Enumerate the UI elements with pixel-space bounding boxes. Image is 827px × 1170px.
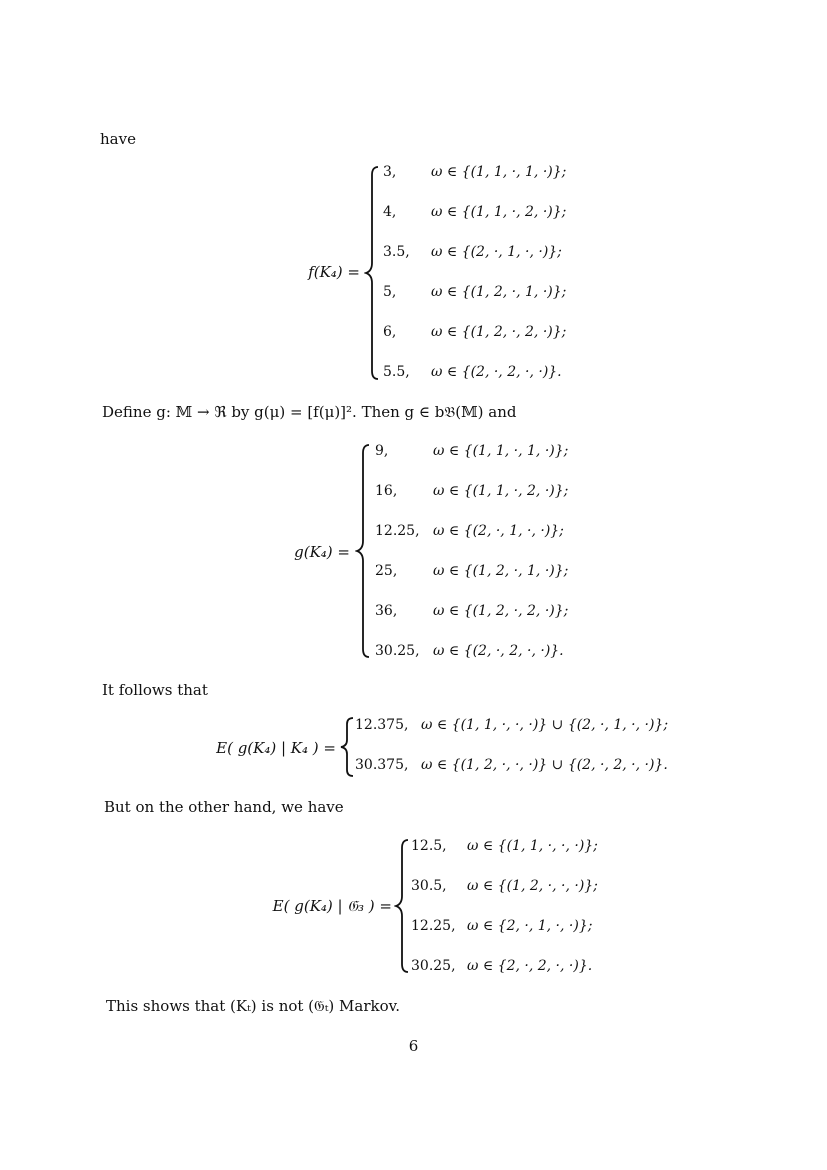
e2-case-row: 12.25, ω ∈ {2, ·, 1, ·, ·)}; xyxy=(411,918,593,934)
e2-lhs: E( g(K₄) | 𝔊₃ ) = xyxy=(272,897,392,915)
g-case-row: 30.25, ω ∈ {(2, ·, 2, ·, ·)}. xyxy=(375,643,564,659)
e2-case-row: 30.5, ω ∈ {(1, 2, ·, ·, ·)}; xyxy=(411,878,598,894)
left-brace-icon xyxy=(339,716,355,778)
g-case-row: 36, ω ∈ {(1, 2, ·, 2, ·)}; xyxy=(375,603,569,619)
page-number: 6 xyxy=(408,1037,419,1055)
g-case-row: 16, ω ∈ {(1, 1, ·, 2, ·)}; xyxy=(375,483,569,499)
left-brace-icon xyxy=(355,443,371,659)
g-case-row: 9, ω ∈ {(1, 1, ·, 1, ·)}; xyxy=(375,443,569,459)
other-hand-text: But on the other hand, we have xyxy=(104,798,344,816)
f-lhs: f(K₄) = xyxy=(308,263,360,281)
e1-lhs: E( g(K₄) | K₄ ) = xyxy=(216,739,336,757)
intro-text: have xyxy=(100,130,136,148)
f-case-row: 6, ω ∈ {(1, 2, ·, 2, ·)}; xyxy=(383,324,567,340)
e2-case-row: 12.5, ω ∈ {(1, 1, ·, ·, ·)}; xyxy=(411,838,598,854)
g-case-row: 25, ω ∈ {(1, 2, ·, 1, ·)}; xyxy=(375,563,569,579)
left-brace-icon xyxy=(364,165,380,381)
follows-text: It follows that xyxy=(102,681,208,699)
f-case-row: 3, ω ∈ {(1, 1, ·, 1, ·)}; xyxy=(383,164,567,180)
e1-case-row: 30.375, ω ∈ {(1, 2, ·, ·, ·)} ∪ {(2, ·, 2, ·, ·)}. xyxy=(355,757,668,773)
f-case-row: 5.5, ω ∈ {(2, ·, 2, ·, ·)}. xyxy=(383,364,562,380)
f-case-row: 3.5, ω ∈ {(2, ·, 1, ·, ·)}; xyxy=(383,244,562,260)
f-case-row: 5, ω ∈ {(1, 2, ·, 1, ·)}; xyxy=(383,284,567,300)
e2-case-row: 30.25, ω ∈ {2, ·, 2, ·, ·)}. xyxy=(411,958,593,974)
e1-case-row: 12.375, ω ∈ {(1, 1, ·, ·, ·)} ∪ {(2, ·, 1, ·, ·)}; xyxy=(355,717,669,733)
conclusion-text: This shows that (Kₜ) is not (𝔊ₜ) Markov. xyxy=(106,997,401,1015)
f-case-row: 4, ω ∈ {(1, 1, ·, 2, ·)}; xyxy=(383,204,567,220)
g-lhs: g(K₄) = xyxy=(294,543,350,561)
left-brace-icon xyxy=(394,838,410,974)
define-g-text: Define g: 𝕄 → ℜ by g(μ) = [f(μ)]². Then g ∈ b𝔅(𝕄) and xyxy=(102,403,517,421)
g-case-row: 12.25, ω ∈ {(2, ·, 1, ·, ·)}; xyxy=(375,523,564,539)
